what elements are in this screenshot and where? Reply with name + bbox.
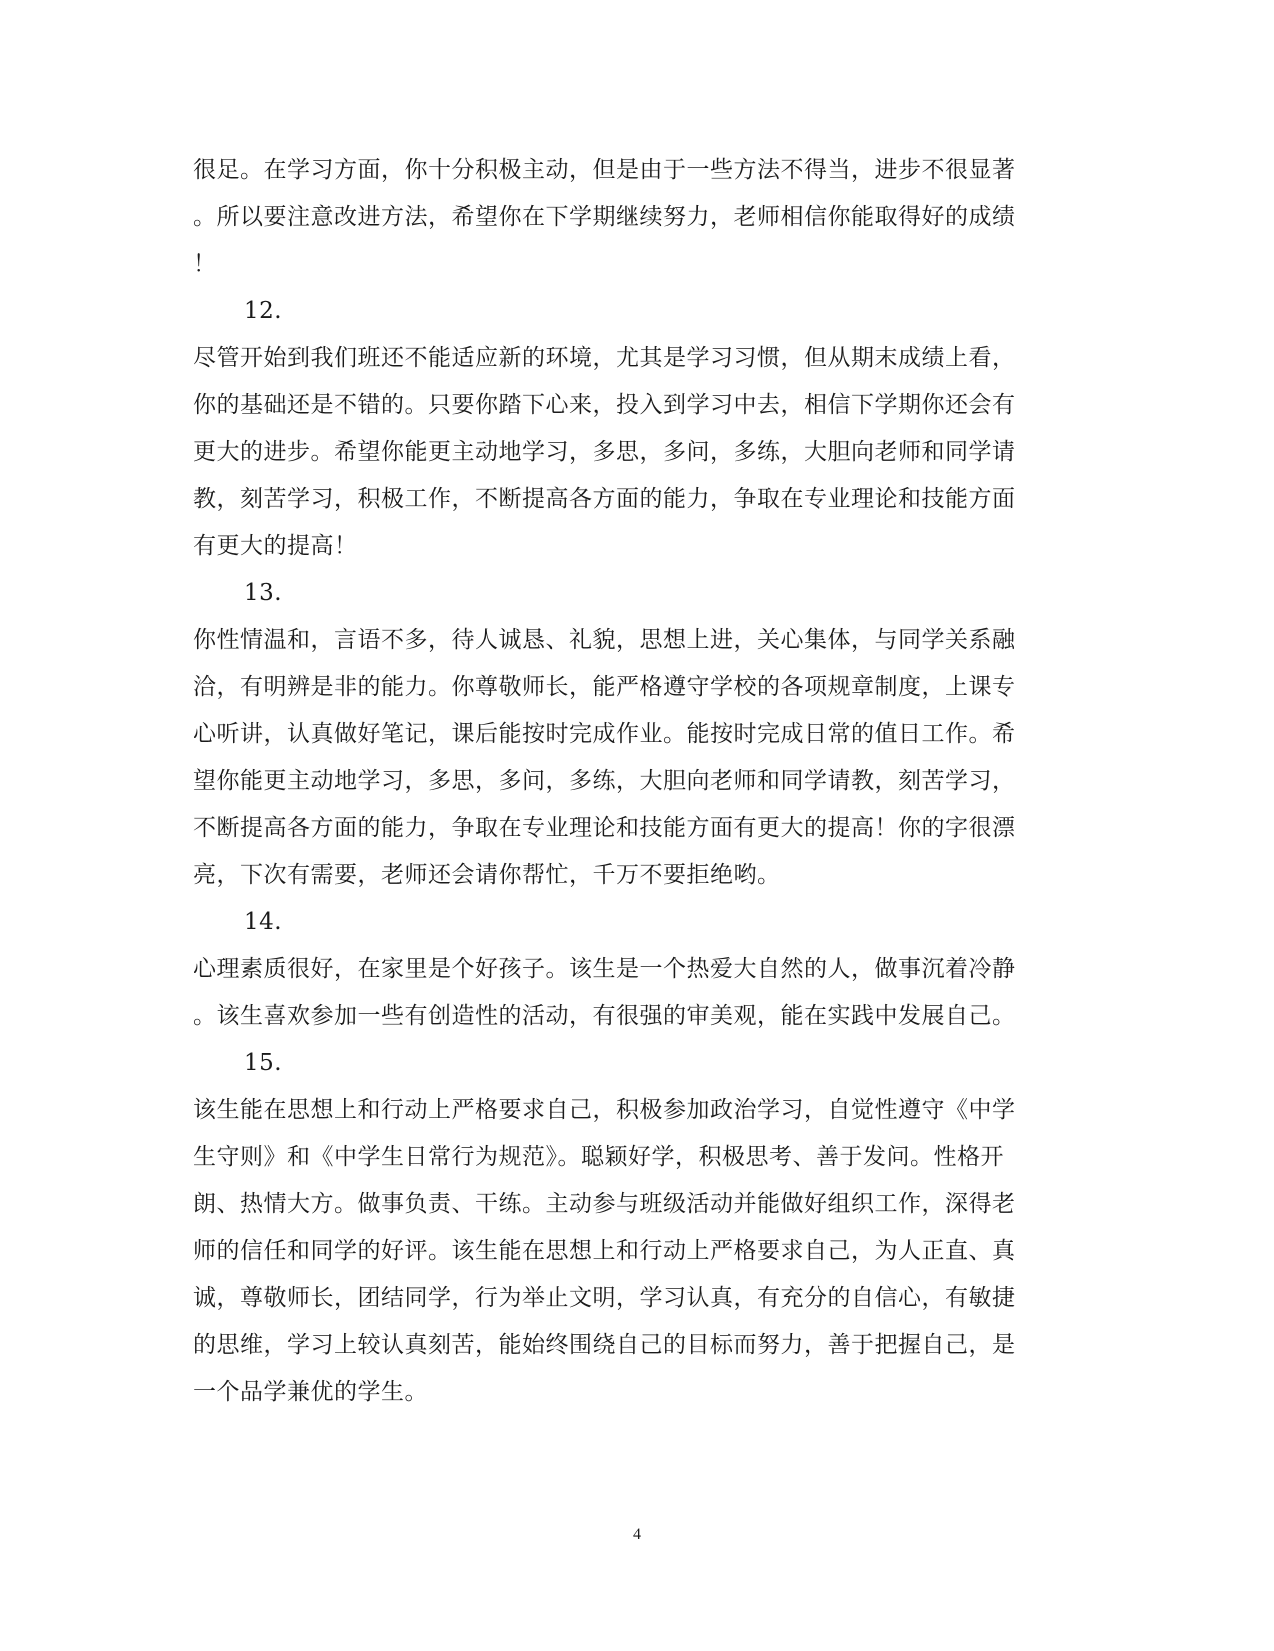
text-line: 的思维，学习上较认真刻苦，能始终围绕自己的目标而努力，善于把握自己，是 bbox=[193, 1332, 1016, 1358]
text-line: 。所以要注意改进方法，希望你在下学期继续努力，老师相信你能取得好的成绩 bbox=[193, 204, 1016, 230]
text-line: 尽管开始到我们班还不能适应新的环境，尤其是学习习惯，但从期末成绩上看， bbox=[193, 345, 1016, 371]
text-line: 一个品学兼优的学生。 bbox=[193, 1379, 428, 1405]
text-line: 师的信任和同学的好评。该生能在思想上和行动上严格要求自己，为人正直、真 bbox=[193, 1238, 1016, 1264]
text-line: 你性情温和，言语不多，待人诚恳、礼貌，思想上进，关心集体，与同学关系融 bbox=[193, 627, 1016, 653]
text-line: 更大的进步。希望你能更主动地学习，多思，多问，多练，大胆向老师和同学请 bbox=[193, 439, 1016, 465]
text-line: 望你能更主动地学习，多思，多问，多练，大胆向老师和同学请教，刻苦学习， bbox=[193, 768, 1016, 794]
text-line: 很足。在学习方面，你十分积极主动，但是由于一些方法不得当，进步不很显著 bbox=[193, 157, 1016, 183]
text-line: 不断提高各方面的能力，争取在专业理论和技能方面有更大的提高！你的字很漂 bbox=[193, 815, 1016, 841]
text-line: 心听讲，认真做好笔记，课后能按时完成作业。能按时完成日常的值日工作。希 bbox=[193, 721, 1016, 747]
text-line: ！ bbox=[193, 251, 217, 277]
text-line: 心理素质很好，在家里是个好孩子。该生是一个热爱大自然的人，做事沉着冷静 bbox=[193, 956, 1016, 982]
text-line: 该生能在思想上和行动上严格要求自己，积极参加政治学习，自觉性遵守《中学 bbox=[193, 1097, 1016, 1123]
item-number: 12. bbox=[244, 298, 283, 324]
item-number: 13. bbox=[244, 580, 283, 606]
text-line: 教，刻苦学习，积极工作，不断提高各方面的能力，争取在专业理论和技能方面 bbox=[193, 486, 1016, 512]
text-line: 诚，尊敬师长，团结同学，行为举止文明，学习认真，有充分的自信心，有敏捷 bbox=[193, 1285, 1016, 1311]
text-line: 洽，有明辨是非的能力。你尊敬师长，能严格遵守学校的各项规章制度，上课专 bbox=[193, 674, 1016, 700]
text-line: 。该生喜欢参加一些有创造性的活动，有很强的审美观，能在实践中发展自己。 bbox=[193, 1003, 1016, 1029]
text-line: 亮，下次有需要，老师还会请你帮忙，千万不要拒绝哟。 bbox=[193, 862, 781, 888]
text-line: 有更大的提高！ bbox=[193, 533, 358, 559]
page-number: 4 bbox=[633, 1526, 641, 1543]
text-line: 你的基础还是不错的。只要你踏下心来，投入到学习中去，相信下学期你还会有 bbox=[193, 392, 1016, 418]
text-line: 生守则》和《中学生日常行为规范》。聪颖好学，积极思考、善于发问。性格开 bbox=[193, 1144, 1004, 1170]
item-number: 14. bbox=[244, 909, 283, 935]
text-line: 朗、热情大方。做事负责、干练。主动参与班级活动并能做好组织工作，深得老 bbox=[193, 1191, 1016, 1217]
item-number: 15. bbox=[244, 1050, 283, 1076]
